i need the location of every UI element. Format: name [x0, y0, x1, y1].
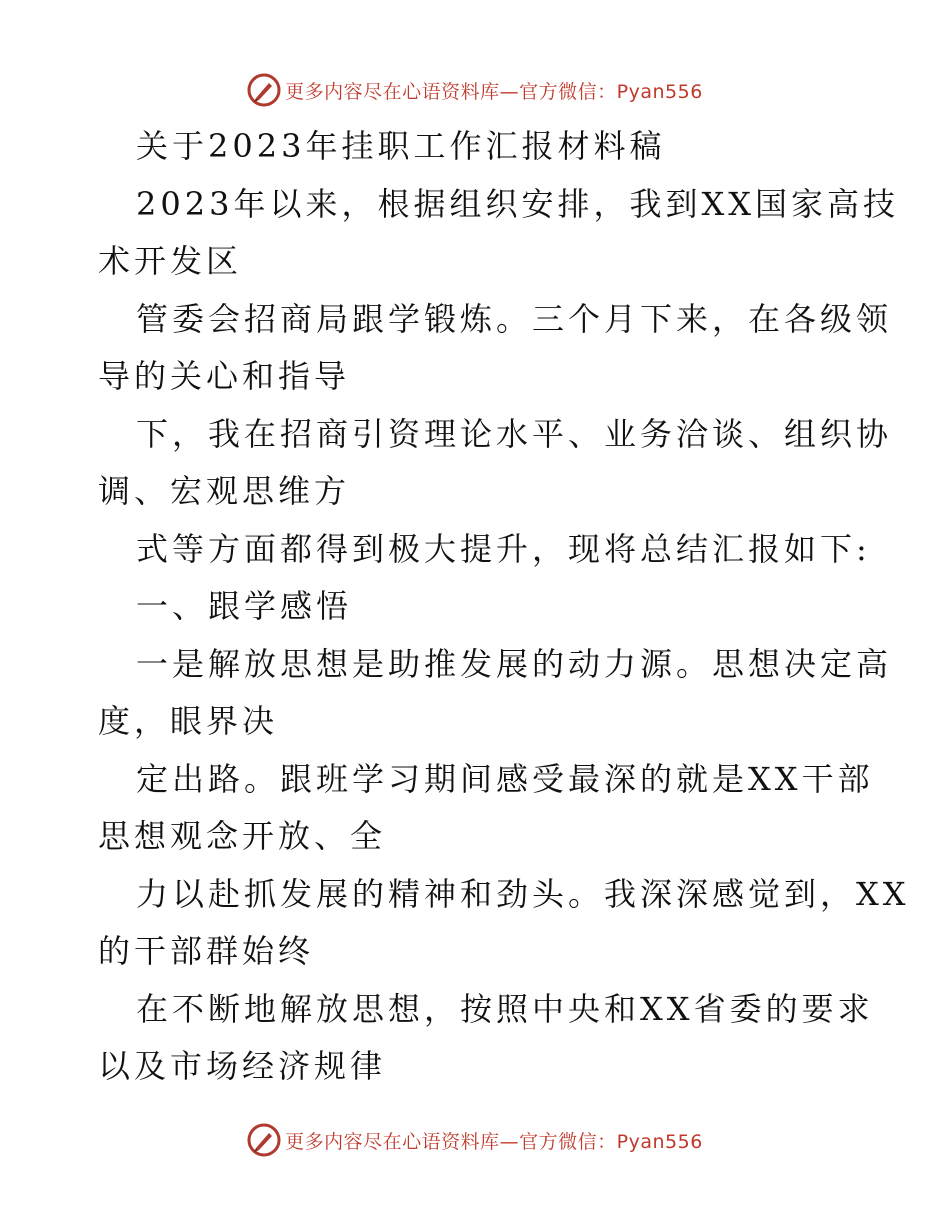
document-body: [98, 118, 910, 1096]
footer-watermark-banner: [0, 1120, 950, 1160]
paragraph-line: 的干部群始终: [98, 932, 315, 970]
paragraph-line: 定出路。跟班学习期间感受最深的就是XX干部: [136, 759, 874, 798]
paragraph-line: 管委会招商局跟学锻炼。三个月下来，在各级领: [136, 299, 893, 338]
watermark-dash: —: [499, 1130, 520, 1153]
paragraph-line: 下，我在招商引资理论水平、业务洽谈、组织协: [136, 414, 893, 453]
pen-logo-icon: [247, 1123, 281, 1157]
paragraph-line: 调、宏观思维方: [98, 472, 351, 510]
watermark-dash: —: [499, 80, 520, 103]
paragraph-line: 一是解放思想是助推发展的动力源。思想决定高: [136, 644, 893, 683]
paragraph-line: 度，眼界决: [98, 702, 279, 740]
section-heading: 一、跟学感悟: [136, 587, 353, 625]
paragraph-line: 式等方面都得到极大提升，现将总结汇报如下:: [136, 529, 871, 568]
paragraph-line: 术开发区: [98, 242, 243, 280]
document-title: 关于2023年挂职工作汇报材料稿: [136, 127, 666, 165]
paragraph-line: 思想观念开放、全: [98, 817, 387, 855]
paragraph-line: 2023年以来，根据组织安排，我到XX国家高技: [136, 184, 900, 223]
watermark-text: [285, 77, 703, 104]
watermark-contact: 官方微信：Pyan556: [519, 80, 703, 103]
header-watermark-banner: [0, 70, 950, 110]
paragraph-line: 导的关心和指导: [98, 357, 351, 395]
paragraph-line: 以及市场经济规律: [98, 1047, 387, 1085]
paragraph-line: 力以赴抓发展的精神和劲头。我深深感觉到，XX: [136, 874, 910, 913]
watermark-slogan: 更多内容尽在心语资料库: [285, 80, 500, 103]
watermark-contact: 官方微信：Pyan556: [519, 1130, 703, 1153]
watermark-text: [285, 1127, 703, 1154]
watermark-slogan: 更多内容尽在心语资料库: [285, 1130, 500, 1153]
pen-logo-icon: [247, 73, 281, 107]
paragraph-line: 在不断地解放思想，按照中央和XX省委的要求: [136, 989, 874, 1028]
